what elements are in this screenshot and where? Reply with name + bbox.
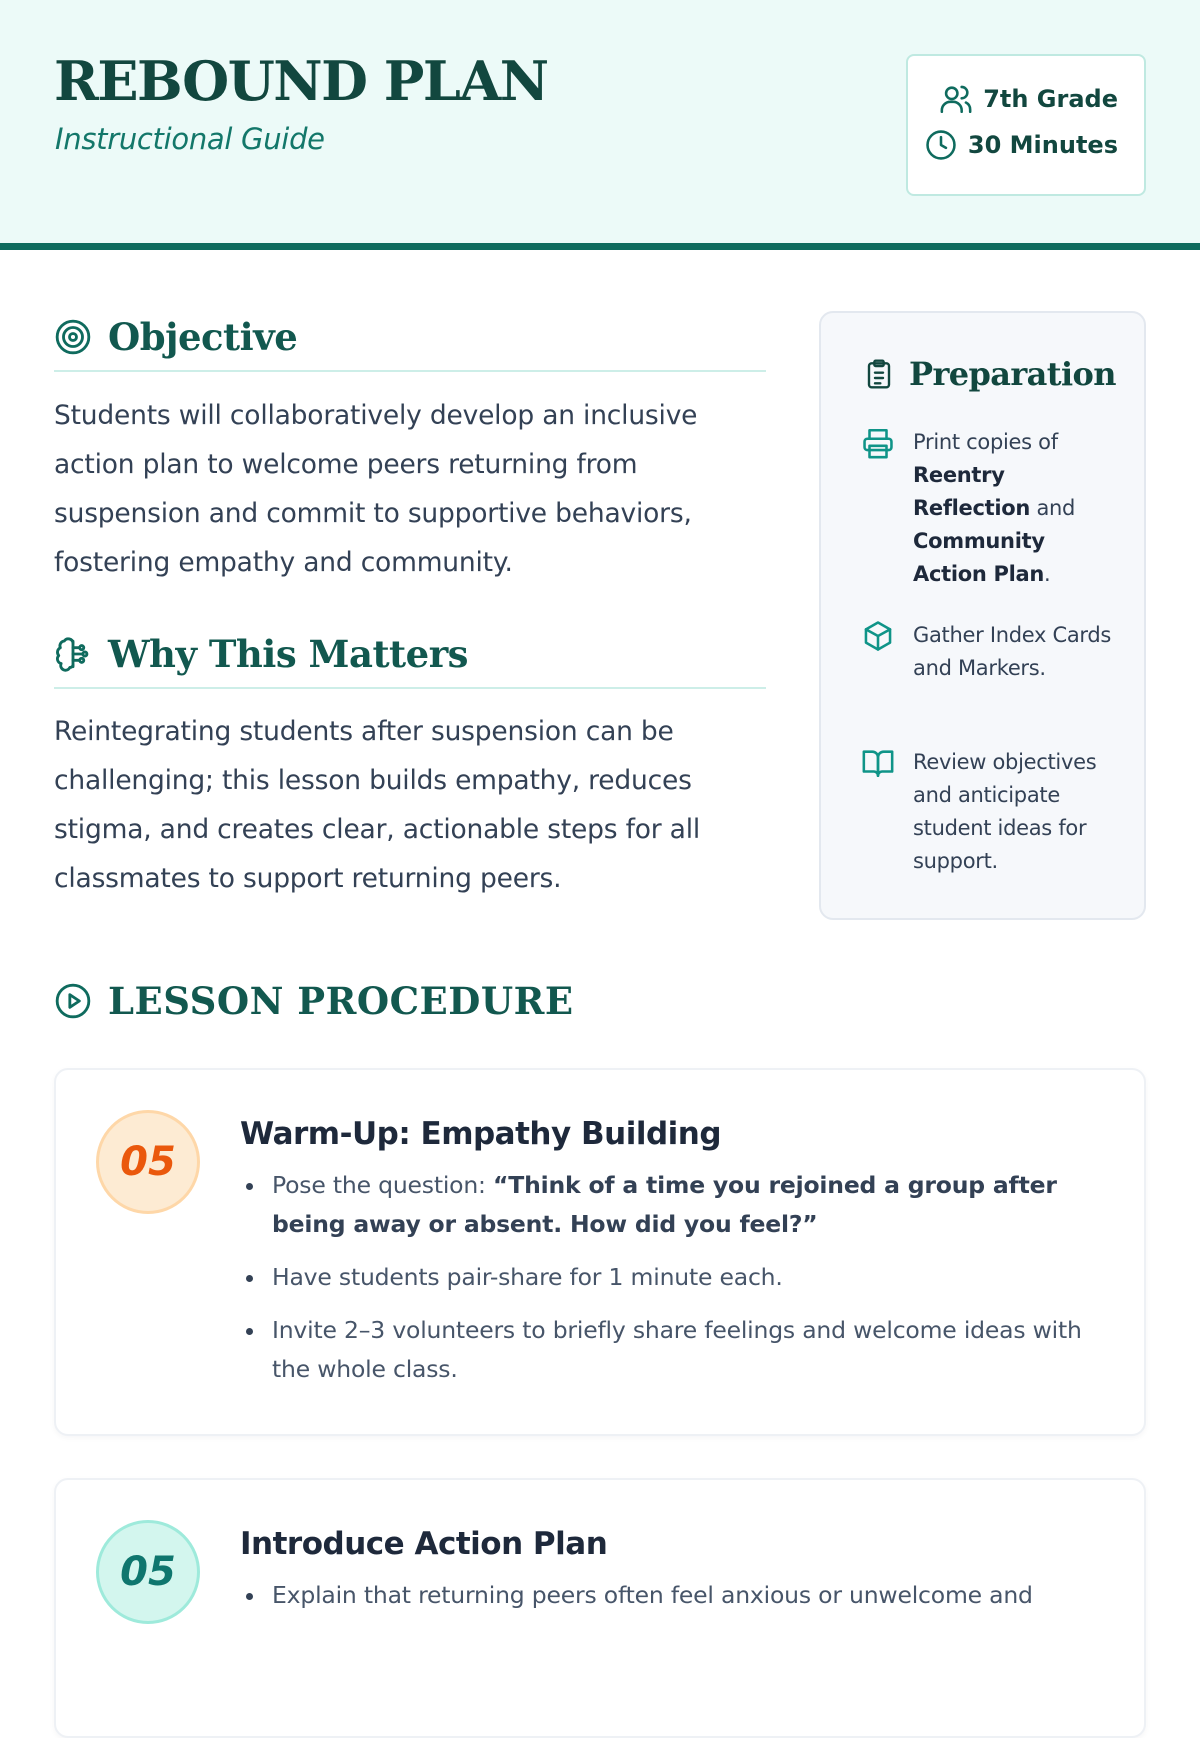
step-minutes-badge: 05 <box>96 1110 200 1214</box>
step-bullet: Explain that returning peers often feel anxious or unwelcome and <box>240 1576 1100 1615</box>
procedure-step-card <box>54 1068 1146 1436</box>
prep-item-text: Review objectives and anticipate student ideas for support. <box>913 750 1097 873</box>
why-heading: Why This Matters <box>108 631 469 676</box>
duration-badge <box>924 128 1118 162</box>
users-icon <box>939 82 973 116</box>
prep-item <box>861 746 1121 878</box>
objective-divider <box>54 370 766 372</box>
procedure-heading-row <box>54 979 574 1023</box>
objective-heading-row <box>54 314 298 359</box>
page-subtitle: Instructional Guide <box>55 122 325 156</box>
objective-text: Students will collaboratively develop an inclusive action plan to welcome peers returning from suspension and commit to supportive behaviors, fostering empathy and community. <box>54 400 698 578</box>
step-title: Introduce Action Plan <box>240 1526 608 1562</box>
step-bullet: Invite 2–3 volunteers to briefly share feelings and welcome ideas with the whole class. <box>240 1311 1100 1389</box>
target-icon <box>54 318 92 356</box>
duration-label: 30 Minutes <box>967 131 1118 159</box>
step-bullet: Pose the question: “Think of a time you rejoined a group after being away or absent. How did you feel?” <box>240 1166 1100 1244</box>
grade-badge <box>939 82 1118 116</box>
clipboard-icon <box>863 358 895 390</box>
procedure-step-card <box>54 1478 1146 1738</box>
why-text: Reintegrating students after suspension can be challenging; this lesson builds empathy, reduces stigma, and creates clear, actionable steps for all classmates to support returning peers. <box>54 716 701 894</box>
why-heading-row <box>54 631 469 676</box>
play-circle-icon <box>54 982 92 1020</box>
step-bullet-list <box>240 1576 1100 1629</box>
brain-icon <box>54 635 92 673</box>
prep-item <box>861 426 1121 591</box>
objective-heading: Objective <box>108 314 298 359</box>
book-open-icon <box>861 746 895 780</box>
prep-item <box>861 619 1121 685</box>
printer-icon <box>861 426 895 460</box>
page-title: REBOUND PLAN <box>54 49 548 113</box>
lesson-meta-card <box>906 54 1146 196</box>
preparation-card <box>819 311 1146 920</box>
community-action-plan-label: Community Action Plan <box>913 529 1045 586</box>
step-title: Warm-Up: Empathy Building <box>240 1116 722 1152</box>
step-minutes-badge: 05 <box>96 1520 200 1624</box>
step-bullet-list <box>240 1166 1100 1403</box>
preparation-heading: Preparation <box>909 355 1116 393</box>
clock-icon <box>924 128 958 162</box>
why-divider <box>54 687 766 689</box>
warmup-question: “Think of a time you rejoined a group after being away or absent. How did you feel?” <box>272 1171 1057 1238</box>
step-bullet: Have students pair-share for 1 minute each. <box>240 1258 1100 1297</box>
box-icon <box>861 619 895 653</box>
header-banner <box>0 0 1200 250</box>
prep-item-text: Gather Index Cards and Markers. <box>913 623 1112 680</box>
procedure-heading: LESSON PROCEDURE <box>108 979 574 1023</box>
grade-label: 7th Grade <box>983 85 1118 113</box>
prep-item-text: Print copies of Reentry Reflection and Community Action Plan. <box>913 430 1076 586</box>
reentry-reflection-label: Reentry Reflection <box>913 463 1031 520</box>
preparation-heading-row <box>863 355 1116 393</box>
